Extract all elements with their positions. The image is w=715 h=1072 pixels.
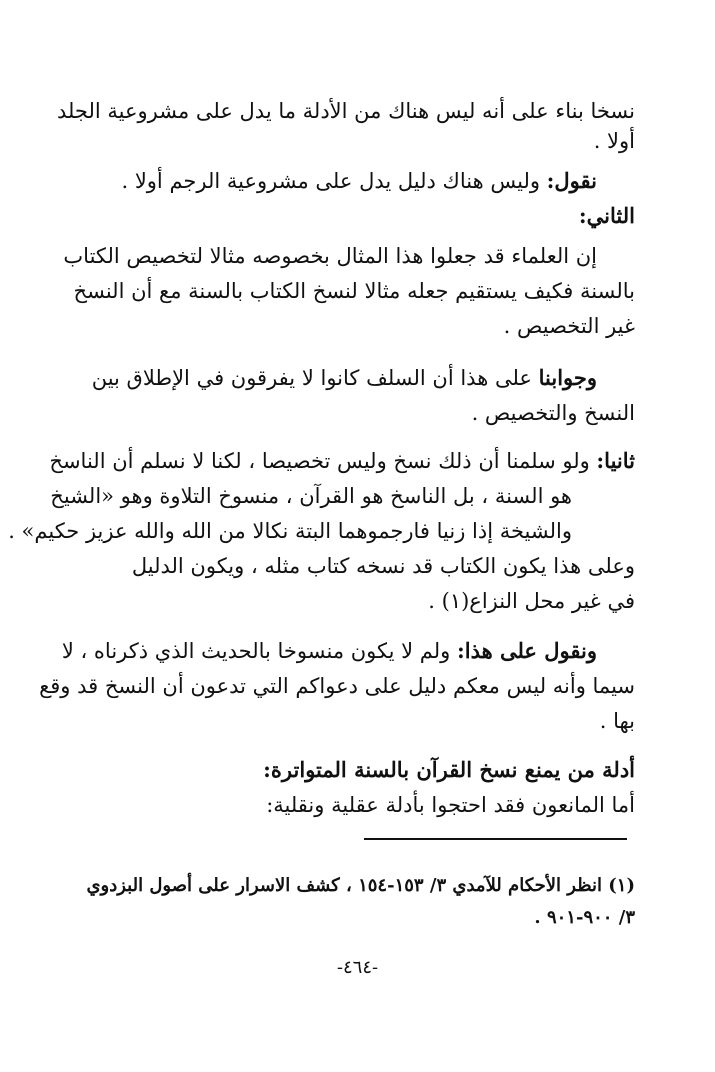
section-heading — [96, 201, 635, 233]
line-text: بها . — [599, 709, 635, 733]
line-text: أولا . — [593, 129, 635, 153]
line-text: نسخا بناء على أنه ليس هناك من الأدلة ما يدل على مشروعية الجلد — [56, 99, 635, 123]
line-text: وعلى هذا يكون الكتاب قد نسخه كتاب مثله ، ويكون الدليل — [131, 554, 635, 578]
line-label: ونقول على هذا: — [456, 638, 597, 663]
text-line — [39, 671, 635, 703]
line-label: الثاني: — [578, 203, 635, 228]
text-line — [91, 363, 597, 395]
line-text: أما المانعون فقد احتجوا بأدلة عقلية ونقلية: — [266, 793, 635, 817]
line-text: ولو سلمنا أن ذلك نسخ وليس تخصيصا ، لكنا لا نسلم أن الناسخ — [49, 449, 597, 473]
text-line — [61, 636, 597, 668]
line-text: هو السنة ، بل الناسخ هو القرآن ، منسوخ التلاوة وهو «الشيخ — [50, 484, 572, 508]
text-line — [96, 126, 635, 158]
section-heading — [96, 755, 635, 787]
text-line — [56, 96, 635, 128]
footnote-text: ٣/ ٩٠٠-٩٠١ . — [534, 907, 635, 928]
line-label: وجوابنا — [538, 365, 597, 390]
line-label: نقول: — [546, 168, 597, 193]
line-label: ثانيا: — [596, 448, 635, 473]
text-line — [8, 516, 572, 548]
text-line — [96, 551, 635, 583]
line-text: ولم لا يكون منسوخا بالحديث الذي ذكرناه ، لا — [61, 639, 457, 663]
footnote-line — [96, 903, 635, 935]
line-text: النسخ والتخصيص . — [471, 401, 635, 425]
line-label: أدلة من يمنع نسخ القرآن بالسنة المتواترة: — [263, 757, 635, 782]
line-text: بالسنة فكيف يستقيم جعله مثالا لنسخ الكتاب بالسنة مع أن النسخ — [73, 279, 635, 303]
text-line — [96, 586, 635, 618]
line-text: والشيخة إذا زنيا فارجموهما البتة نكالا من الله والله عزيز حكيم» . — [8, 519, 572, 543]
line-text: غير التخصيص . — [503, 314, 635, 338]
line-text: في غير محل النزاع(١) . — [428, 589, 635, 613]
text-line — [96, 398, 635, 430]
line-text: وليس هناك دليل يدل على مشروعية الرجم أولا . — [121, 169, 547, 193]
text-line — [96, 311, 635, 343]
text-line — [49, 446, 635, 478]
text-line — [50, 481, 572, 513]
footnote-line — [86, 871, 635, 903]
footnote-separator — [364, 838, 627, 840]
text-line — [63, 241, 597, 273]
line-text: على هذا أن السلف كانوا لا يفرقون في الإطلاق بين — [91, 366, 539, 390]
line-text: إن العلماء قد جعلوا هذا المثال بخصوصه مثالا لتخصيص الكتاب — [63, 244, 597, 268]
footnote-text: (١) انظر الأحكام للآمدي ٣/ ١٥٣-١٥٤ ، كشف الاسرار على أصول البزدوي — [86, 875, 635, 896]
page-number: -٤٦٤- — [336, 957, 379, 978]
text-line — [96, 790, 635, 822]
text-line — [96, 706, 635, 738]
text-line — [73, 276, 635, 308]
line-text: سيما وأنه ليس معكم دليل على دعواكم التي تدعون أن النسخ قد وقع — [39, 674, 635, 698]
text-line — [96, 166, 597, 198]
